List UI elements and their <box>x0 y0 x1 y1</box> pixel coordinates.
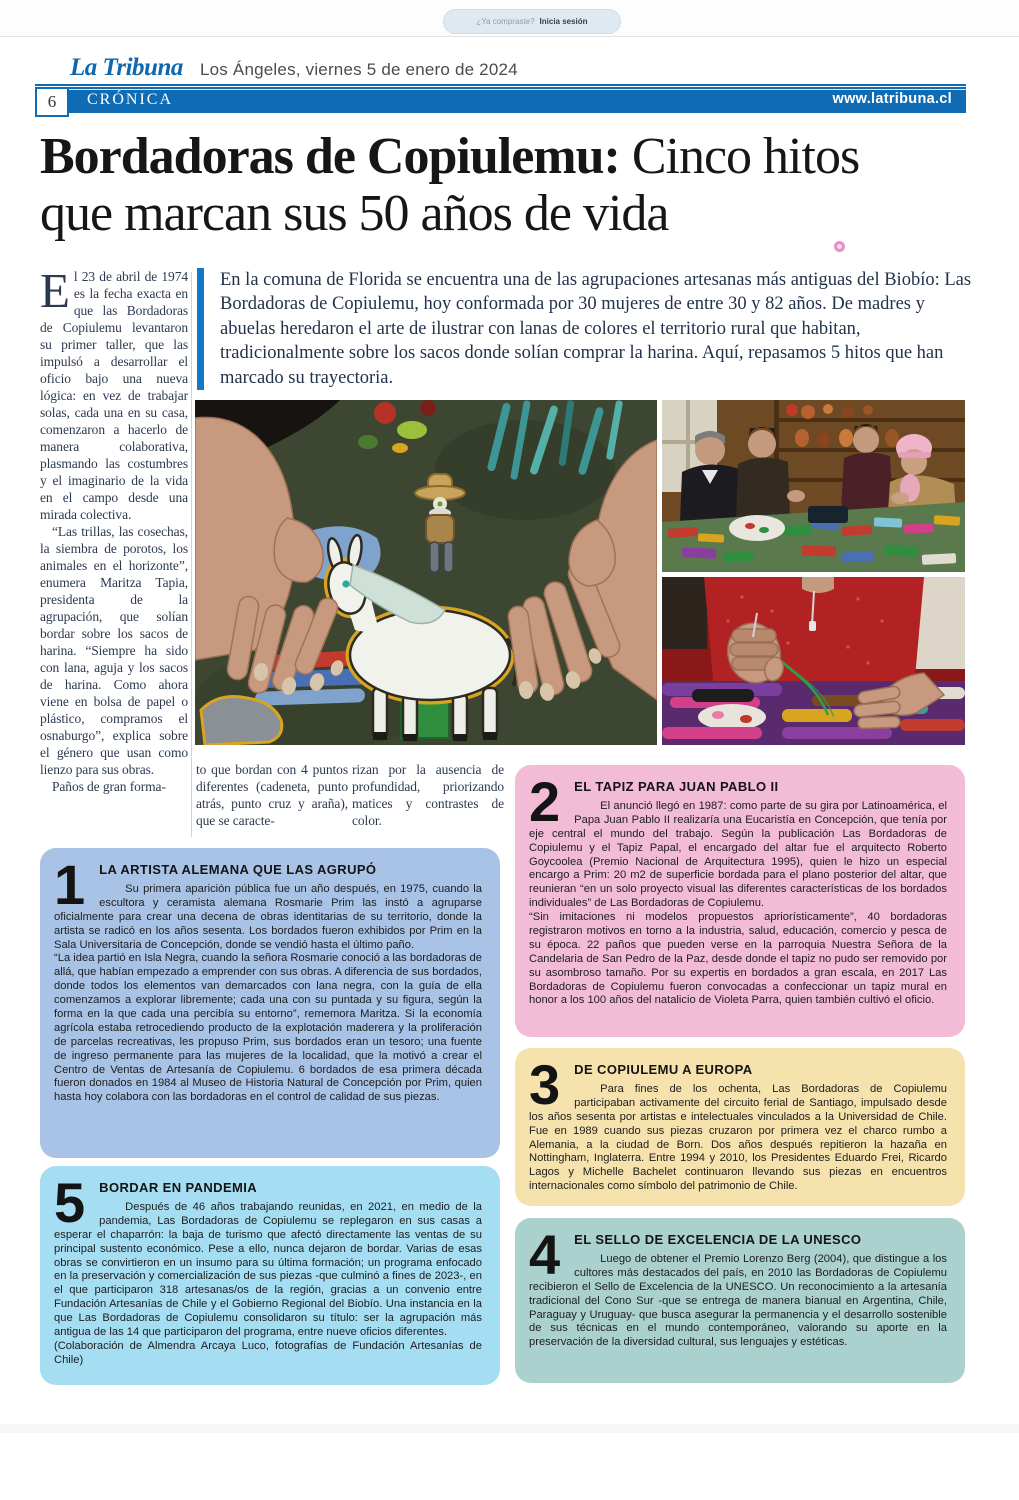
drop-cap: E <box>40 263 70 318</box>
milestone-3-box <box>515 1048 965 1206</box>
article-text: l 23 de abril de 1974 es la fecha exacta en que las Bordadoras de Copiulemu levantaron su primer taller, que las impulsó a desarrollar el oficio bajo una nueva lógica: en vez de trabajar solas, cada una en su casa, comenzaron a hacerlo de manera colaborativa, plasmando las costumbres y el imaginario de la vida en el campo desde una mirada colectiva. <box>40 269 188 522</box>
article-continuation-2: rizan por la ausencia de profundidad, priorizando matices y contrastes de color. <box>352 762 504 828</box>
section-bar <box>69 87 966 113</box>
article-paragraph: “Las trillas, las cosechas, la siembra de porotos, los animales en el horizonte”, enumera Maritza Tapia, presidenta de la agrupación, que solían bordar sobre los sacos de harina. “Siempre ha sido con lana, aguja y los sacos de harina. Como ahora viene en bolsa de papel o plástico, compramos el osnaburgo”, explica sobre el género que usan como lienzo para sus obras. <box>40 524 188 777</box>
milestone-3-number: 3 <box>529 1053 561 1116</box>
milestone-4-box <box>515 1218 965 1383</box>
article-paragraph <box>40 263 188 523</box>
headline-rest: Cinco hitos <box>619 128 860 185</box>
milestone-2-number: 2 <box>529 770 561 833</box>
milestone-4-paragraph: Luego de obtener el Premio Lorenzo Berg (2004), que distingue a los cultores más destacados del país, en 2010 las Bordadoras de Copiulemu recibieron el Sello de Excelencia de la UNESCO. Un reconocimiento a la artesanía tradicional del Cono Sur -que se entrega de manera bianual en Argentina, Chile, Paraguay y Uruguay- que busca asegurar la permanencia y el desarrollo sostenible de sus técnicas en el mundo contemporáneo, valorando su aporte en la preservación de la diversidad cultural, sus lenguajes y estéticas. <box>529 1253 947 1349</box>
milestone-1-box <box>40 848 500 1158</box>
headline-kicker: Bordadoras de Copiulemu: <box>40 128 620 185</box>
photo-tapestry-hands <box>195 400 657 745</box>
article-column-1 <box>40 263 188 795</box>
photo-embroiderers-table <box>662 400 965 572</box>
photo-red-sweater-sewing <box>662 577 965 745</box>
milestone-4-title: EL SELLO DE EXCELENCIA DE LA UNESCO <box>574 1232 862 1247</box>
milestone-4-number: 4 <box>529 1223 561 1286</box>
milestone-5-title: BORDAR EN PANDEMIA <box>99 1180 258 1195</box>
section-title: CRÓNICA <box>87 91 174 108</box>
milestone-5-box <box>40 1166 500 1385</box>
article-paragraph: Paños de gran forma- <box>52 779 166 794</box>
milestone-2-paragraph: El anunció llegó en 1987: como parte de su gira por Latinoamérica, el Papa Juan Pablo II realizaría una Eucaristía en Concepción, que tenía por eje central el mundo del trabajo. Según la publicación Las Bordadoras de Copiulemu y el Tapiz Papal, el encargado del altar fue el arquitecto Roberto Goycoolea (Premio Nacional de Arquitectura 1995), quien le hizo un especial encargo a Prim: 20 m2 de superficie bordada para el plano posterior del altar, que reunieran “en un solo proyecto visual las diferentes características de los bordados individuales” de Las Bordadoras de Copiulemu. <box>529 800 947 910</box>
article-continuation-1: to que bordan con 4 puntos diferentes (cadeneta, punto atrás, punto cruz y araña), que se caracte- <box>196 762 348 828</box>
column-rule <box>191 272 192 837</box>
website-link[interactable]: www.latribuna.cl <box>832 91 952 107</box>
pink-dot-icon <box>834 241 845 252</box>
milestone-2-paragraph: “Sin imitaciones ni modelos propuestos apriorísticamente”, 40 bordadoras registraron motivos en torno a la industria, salud, educación, comercio y pesca de su época. 22 paños que pueden verse en la parroquia Nuestra Señora de la Candelaria de San Pedro de la Paz, desde donde el tapiz no pudo ser removido por su asombroso tamaño. Por su expertis en bordados a gran escala, en 2017 Las Bordadoras de Copiulemu fueron convocadas a confeccionar un tapiz mural en honor a los 100 años del natalicio de Violeta Parra, quien también cultivó el oficio. <box>529 911 947 1007</box>
login-button[interactable]: Inicia sesión <box>539 17 588 26</box>
milestone-5-paragraph: Después de 46 años trabajando reunidas, en 2021, en medio de la pandemia, Las Bordadoras de Copiulemu se replegaron en sus casas a esperar el chaparrón: la baja de turismo que afectó directamente las ventas de su principal sustento económico. Pese a ello, nunca dejaron de bordar. Varias de esas obras se convirtieron en un insumo para su última formación; un programa enfocado en la preservación y comercialización de sus piezas -que culminó a fines de 2023-, en el que participaron 318 artesanas/os de la región, gracias a un convenio entre Fundación Artesanías de Chile y el Gobierno Regional del Biobío. Una instancia en la que Las Bordadoras de Copiulemu consolidaron su título: ser la agrupación más antigua de las 14 que participaron del programa, entre nueve oficios diferentes. <box>54 1201 482 1339</box>
milestone-1-number: 1 <box>54 853 86 916</box>
login-pill[interactable] <box>443 9 621 34</box>
page-number: 6 <box>35 87 69 117</box>
footer-band <box>0 1424 1019 1433</box>
milestone-5-number: 5 <box>54 1171 86 1234</box>
milestone-2-box <box>515 765 965 1037</box>
headline-line2: que marcan sus 50 años de vida <box>40 185 669 243</box>
milestone-1-paragraph: Su primera aparición pública fue un año después, en 1975, cuando la escultora y ceramista alemana Rosmarie Prim las instó a agruparse oficialmente para crear una decena de obras identitarias de su territorio, donde la artista se radicó en los años sesenta. Los bordados fueron exhibidos por Prim en la Sala Universitaria de Concepción, donde se vendió hasta el último paño. <box>54 883 482 951</box>
milestone-2-title: EL TAPIZ PARA JUAN PABLO II <box>574 779 779 794</box>
milestone-5-credit: (Colaboración de Almendra Arcaya Luco, fotografías de Fundación Artesanías de Chile) <box>54 1339 482 1366</box>
milestone-1-title: LA ARTISTA ALEMANA QUE LAS AGRUPÓ <box>99 862 377 877</box>
top-rule <box>35 84 966 86</box>
newspaper-logo[interactable]: La Tribuna <box>70 54 183 81</box>
lead-paragraph: En la comuna de Florida se encuentra una de las agrupaciones artesanas más antiguas del Biobío: Las Bordadoras de Copiulemu, hoy conformada por 30 mujeres de entre 30 y 82 años. De madres y abuelas heredaron el arte de ilustrar con lanas de colores el territorio rural que habitan, tradicionalmente sobre los sacos donde solían comprar la harina. Aquí, repasamos 5 hitos que han marcado su trayectoria. <box>197 268 978 390</box>
headline <box>40 128 980 242</box>
section-bar-hairline <box>69 89 966 90</box>
milestone-3-title: DE COPIULEMU A EUROPA <box>574 1062 753 1077</box>
dateline: Los Ángeles, viernes 5 de enero de 2024 <box>200 60 518 79</box>
milestone-3-paragraph: Para fines de los ochenta, Las Bordadoras de Copiulemu participaban activamente del circuito ferial de Santiago, impulsado desde los años sesenta por artistas e intelectuales vinculados a la Universidad de Chile. Fue en 1989 cuando sus piezas cruzaron por primera vez el charco rumbo a Alemania, a la ciudad de Born. Dos años después repitieron la hazaña en Nottingham, Inglaterra. Entre 1994 y 2010, los Presidentes Eduardo Frei, Ricardo Lagos y Michelle Bachelet continuaron llevando sus piezas en encuentros internacionales como símbolo del patrimonio de Chile. <box>529 1083 947 1193</box>
purchase-question: ¿Ya compraste? <box>476 17 535 26</box>
milestone-1-paragraph: “La idea partió en Isla Negra, cuando la señora Rosmarie conoció a las bordadoras de allá, que habían empezado a emprender con sus obras. A diferencia de sus bordados, donde todos los elementos van demarcados con lana negra, con la guía de ella comenzamos a explorar libremente; cada una con su puntada y su figura, según la forma en la que cada una percibía su entorno”, rememora Maritza. Si la economía agrícola estaba retrocediendo producto de la explotación maderera y la proliferación de parcelas recreativas, les propuso Prim, sus bordados eran un tesoro; una fuente de ingreso permanente para las mujeres de la localidad, que la motivó a crear el Centro de Ventas de Artesanía de Copiulemu. 6 bordados de esa primera década fueron donados en 1984 al Museo de Historia Natural de Concepción por Prim, quien hasta hoy colabora con las bordadoras en el control de calidad de sus piezas. <box>54 952 482 1104</box>
